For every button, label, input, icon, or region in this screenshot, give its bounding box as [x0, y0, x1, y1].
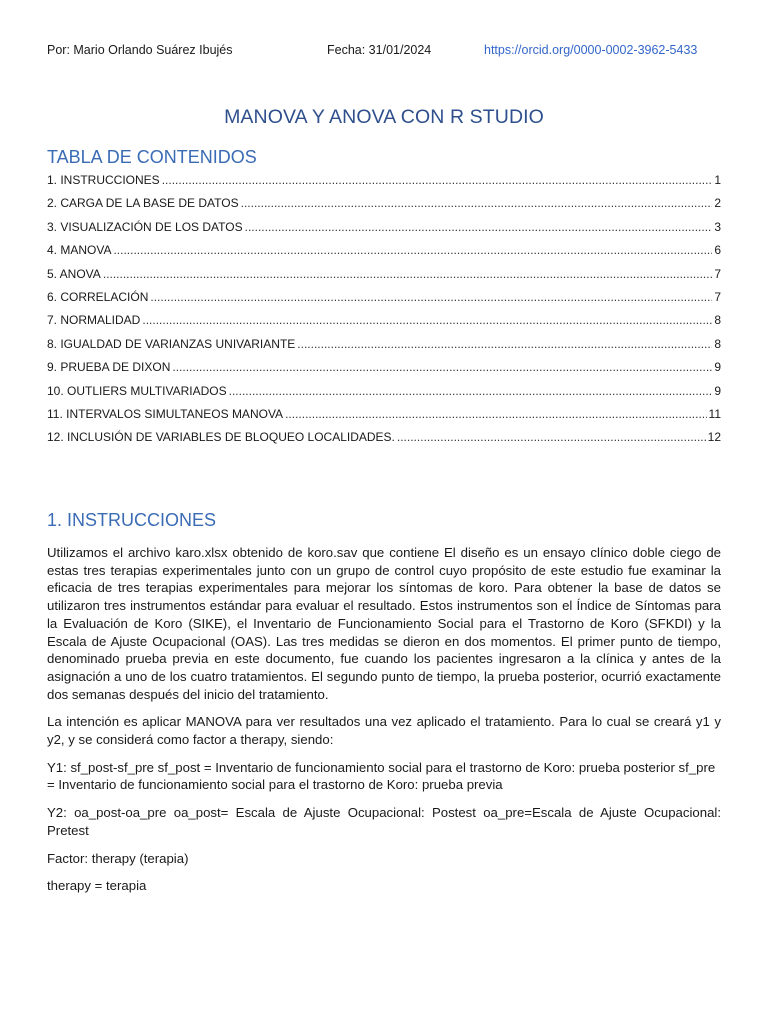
toc-entry-label: 9. PRUEBA DE DIXON [47, 360, 171, 375]
author-line: Por: Mario Orlando Suárez Ibujés [47, 43, 233, 57]
toc-entry-label: 7. NORMALIDAD [47, 313, 141, 328]
paragraph: therapy = terapia [47, 878, 147, 894]
paragraph: Y1: sf_post-sf_pre sf_post = Inventario de funcionamiento social para el trastorno de Koro: prueba posterior sf_pre = Inventario de funcionamiento social para el trastorno de Koro: prueba previa [47, 759, 716, 793]
toc-entry[interactable] [47, 266, 721, 289]
page-header [47, 43, 727, 61]
toc-entry-label: 5. ANOVA [47, 266, 101, 281]
toc-entry-page: 9 [714, 383, 721, 398]
toc-leader-dots [285, 406, 706, 422]
toc-entry[interactable] [47, 195, 721, 218]
toc-entry-page: 2 [714, 196, 721, 211]
toc-entry[interactable] [47, 406, 721, 429]
toc-entry-page: 6 [714, 243, 721, 258]
toc-entry-page: 12 [707, 430, 721, 445]
toc-entry-page: 9 [714, 360, 721, 375]
toc-entry-page: 11 [708, 406, 721, 421]
toc-entry-label: 1. INSTRUCCIONES [47, 173, 160, 187]
toc-entry-page: 7 [714, 289, 721, 304]
document-title: MANOVA Y ANOVA CON R STUDIO [224, 106, 544, 128]
toc-leader-dots [397, 429, 706, 445]
toc-entry[interactable] [47, 429, 721, 452]
toc-leader-dots [245, 219, 713, 235]
toc-leader-dots [241, 195, 713, 211]
toc-entry-label: 8. IGUALDAD DE VARIANZAS UNIVARIANTE [47, 336, 296, 351]
toc-entry-label: 3. VISUALIZACIÓN DE LOS DATOS [47, 219, 243, 234]
toc-entry-page: 8 [714, 336, 721, 351]
toc-entry-label: 2. CARGA DE LA BASE DE DATOS [47, 196, 239, 211]
paragraph: Y2: oa_post-oa_pre oa_post= Escala de Ajuste Ocupacional: Postest oa_pre=Escala de Ajuste Ocupacional: Pretest [47, 805, 721, 838]
toc-entry[interactable] [47, 336, 721, 359]
table-of-contents [47, 172, 721, 453]
toc-heading: TABLA DE CONTENIDOS [47, 147, 257, 167]
toc-entry[interactable] [47, 242, 721, 265]
toc-entry[interactable] [47, 312, 721, 335]
toc-entry-page: 7 [714, 266, 721, 281]
section-body [47, 544, 721, 905]
toc-entry-page: 3 [714, 219, 721, 234]
toc-leader-dots [162, 172, 713, 188]
toc-leader-dots [103, 266, 713, 282]
toc-entry-label: 4. MANOVA [47, 243, 112, 258]
paragraph: Utilizamos el archivo karo.xlsx obtenido de koro.sav que contiene El diseño es un ensayo clínico doble ciego de estas tres terapias experimentales junto con un grupo de control cuyo propósito de este estudio fue examinar la eficacia de tres terapias experimentales para mejorar los síntomas de koro. Para obtener la base de datos se utilizaron tres instrumentos estándar para evaluar el resultado. Estos instrumentos son el Índice de Síntomas para la Evaluación de Koro (SIKE), el Inventario de Funcionamiento Social para el Trastorno de Koro (SFKDI) y la Escala de Ajuste Ocupacional (OAS). Las tres medidas se dieron en dos momentos. El primer punto de tiempo, denominado prueba previa en este documento, fue cuando los pacientes ingresaron a la clínica y antes de la asignación a uno de los cuatro tratamientos. El segundo punto de tiempo, la prueba posterior, ocurrió exactamente dos semanas después del inicio del tratamiento. [47, 545, 721, 702]
toc-leader-dots [113, 242, 712, 258]
paragraph: Factor: therapy (terapia) [47, 850, 189, 866]
toc-entry[interactable] [47, 172, 721, 195]
toc-leader-dots [229, 383, 713, 399]
orcid-link[interactable]: https://orcid.org/0000-0002-3962-5433 [484, 43, 698, 57]
section-heading-instrucciones: 1. INSTRUCCIONES [47, 510, 217, 530]
paragraph: La intención es aplicar MANOVA para ver resultados una vez aplicado el tratamiento. Para lo cual se creará y1 y y2, y se considerá como factor a therapy, siendo: [47, 714, 721, 748]
toc-entry-label: 11. INTERVALOS SIMULTANEOS MANOVA [47, 406, 284, 421]
toc-entry[interactable] [47, 383, 721, 406]
toc-entry-label: 10. OUTLIERS MULTIVARIADOS [47, 383, 227, 398]
toc-leader-dots [172, 359, 712, 375]
toc-entry[interactable] [47, 219, 721, 242]
toc-leader-dots [142, 312, 712, 328]
toc-entry[interactable] [47, 359, 721, 382]
toc-leader-dots [150, 289, 712, 305]
toc-entry-label: 12. INCLUSIÓN DE VARIABLES DE BLOQUEO LOCALIDADES. [47, 430, 395, 445]
toc-entry-page: 8 [714, 313, 721, 328]
toc-entry-page: 1 [714, 173, 721, 187]
toc-leader-dots [297, 336, 712, 352]
date-line: Fecha: 31/01/2024 [327, 43, 432, 57]
toc-entry[interactable] [47, 289, 721, 312]
toc-entry-label: 6. CORRELACIÓN [47, 289, 149, 304]
